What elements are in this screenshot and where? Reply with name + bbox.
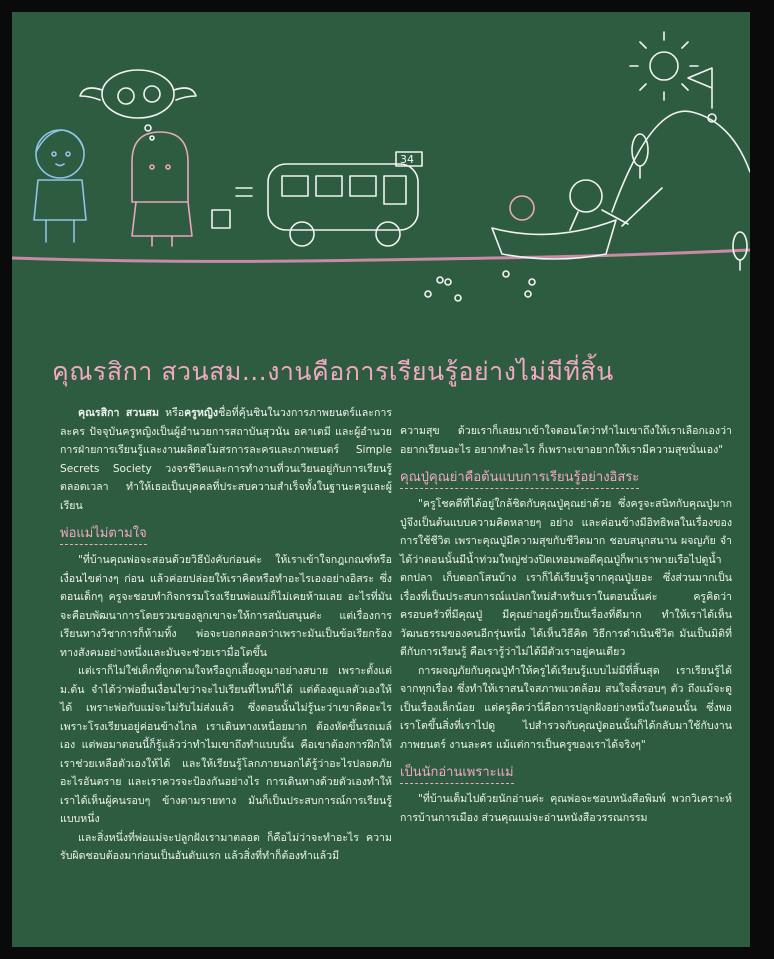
paragraph: "ครูโชคดีที่ได้อยู่ใกล้ชิดกับคุณปู่คุณย่าด้วย ซึ่งครูจะสนิทกับคุณปู่มาก ปู่จึงเป็นต้นแบบความคิดหลายๆ อย่าง และค่อนข้างมีอิทธิพลในเรื่องของการใช้ชีวิต เพราะคุณปู่มีความสุขกับชีวิตมาก ชอบสนุกสนาน ผจญภัย จำได้ว่าตอนนั้นมีน้ำท่วมใหญ่ช่วงปิดเทอมพอดีคุณปู่ก็พาเราพายเรือไปดูน้ำ ตกปลา เก็บดอกโสนบ้าง เราก็ได้เรียนรู้จากคุณปู่เยอะ ซึ่งส่วนมากเป็นเรื่องที่เป็นประสบการณ์แปลกใหม่สำหรับเราในตอนนั้นค่ะ ครูคิดว่าครอบครัวที่มีคุณปู่ มีคุณย่าอยู่ด้วยเป็นเรื่องที่ดีมาก ทำให้เราได้เห็นวัฒนธรรมของคนอีกรุ่นหนึ่ง ได้เห็นวิธีคิด วิธีการดำเนินชีวิต มันเป็นมิติที่ดีกับการเรียนรู้ คือเรารู้ว่าไม่ได้มีตัวเราอยู่คนเดียว xyxy=(400,498,732,658)
boat xyxy=(492,180,662,259)
idea-bubble xyxy=(80,70,196,140)
sun xyxy=(630,32,698,100)
bus xyxy=(268,152,422,246)
small-bag xyxy=(212,210,230,228)
intro-paragraph xyxy=(60,404,392,515)
chalk-illustration xyxy=(12,12,750,322)
paragraph: การผจญภัยกับคุณปู่ทำให้ครูได้เรียนรู้แบบไม่มีที่สิ้นสุด เราเรียนรู้ได้จากทุกเรื่อง ซึ่งทำให้เราสนใจสภาพแวดล้อม สนใจสิ่งรอบๆ ตัว ถึงแม้จะดูเป็นเรื่องเล็กน้อย แต่ครูคิดว่านี่คือการปลูกฝังอย่างหนึ่งในตอนนั้น ซึ่งพอเราโตขึ้นสิ่งที่เราไปดู ไปสำรวจกับคุณปู่ตอนนั้นก็ได้กลับมาใช้กับงานภาพยนตร์ งานละคร แม้แต่การเป็นครูของเราได้จริงๆ" xyxy=(400,664,732,751)
paragraph: และสิ่งหนึ่งที่พ่อแม่จะปลูกฝังเรามาตลอด ก็คือไม่ว่าจะทำอะไร ความรับผิดชอบต้องมาก่อนเป็นอันดับแรก แล้วสิ่งที่ทำก็ต้องทำแล้วมี xyxy=(60,831,392,862)
person-name: คุณรสิกา สวนสม xyxy=(78,407,159,419)
paragraph-continued: ความสุข ด้วยเราก็เลยมาเข้าใจตอนโตว่าทำไมเขาถึงให้เราเลือกเองว่าอยากเรียนอะไร อยากทำอะไร ก็เพราะเขาอยากให้เรามีความสุขนั่นเอง" xyxy=(400,425,732,456)
mountain xyxy=(612,68,750,212)
right-column xyxy=(400,422,732,827)
bus-number: 34 xyxy=(400,153,414,166)
paragraph: "ที่บ้านคุณพ่อจะสอนด้วยวิธีบังคับก่อนค่ะ ให้เราเข้าใจกฎเกณฑ์หรือเงื่อนไขต่างๆ ก่อน แล้วค่อยปล่อยให้เราคิดหรือทำอะไรเองอย่างอิสระ ซึ่งตอนเด็กๆ ครูจะชอบทำกิจกรรมโรงเรียนพ่อแม่ก็ไม่เคยห้ามเลย อะไรที่มันจะคือบพัฒนาการโดยรวมของลูกเขาจะให้การสนับสนุนค่ะ แต่เรื่องการเรียนทางวิชาการก็ห้ามทิ้ง พ่อจะบอกตลอดว่าเพราะมันเป็นข้อเรียกร้องทางสังคมอย่างหนึ่งและมันจะช่วยเรามื่อโตขึ้น xyxy=(60,554,392,659)
person-nickname: ครูหญิง xyxy=(184,407,219,419)
subheading-grandparents: คุณปู่คุณย่าคือต้นแบบการเรียนรู้อย่างอิสระ xyxy=(400,469,639,489)
page-headline: คุณรสิกา สวนสม...งานคือการเรียนรู้อย่างไม่มีที่สิ้น xyxy=(52,357,614,386)
subheading-parents: พ่อแม่ไม่ตามใจ xyxy=(60,525,147,545)
girl-figure xyxy=(132,132,192,246)
subheading-reader: เป็นนักอ่านเพราะแม่ xyxy=(400,764,514,784)
equals-sign xyxy=(236,188,252,196)
intro-mid: หรือ xyxy=(158,407,185,419)
paragraph: "ที่บ้านเต็มไปด้วยนักอ่านค่ะ คุณพ่อจะชอบหนังสือพิมพ์ พวกวิเคราะห์การบ้านการเมือง ส่วนคุณแม่จะอ่านหนังสือวรรณกรรม xyxy=(400,793,732,824)
paragraph: แต่เราก็ไม่ใช่เด็กที่ถูกตามใจหรือถูกเลี้ยงดูมาอย่างสบาย เพราะตั้งแต่ม.ต้น จำได้ว่าพ่อยื่นเงื่อนไขว่าจะไปเรียนที่ไหนก็ได้ แต่ต้องดูแลตัวเองให้ได้ เพราะพ่อกับแม่จะไม่รับไม่ส่งแล้ว ซึ่งตอนนั้นไม่รู้นะว่าเขาคิดอะไร เพราะโรงเรียนอยู่ค่อนข้างไกล เราเดินทางเหนื่อยมาก ต้องหัดขึ้นรถเมล์เอง แต่พอมาตอนนี้ก็รู้แล้วว่าทำไมเขาถึงทำแบบนั้น คือเขาต้องการฝึกให้เราช่วยเหลือตัวเองให้ได้ และให้เรียนรู้โลกภายนอกได้รู้ว่าอะไรปลอดภัย อะไรอันตราย และเราควรจะป้องกันอย่างไร การเดินทางด้วยตัวเองทำให้เราได้เห็นผู้คนรอบๆ ข้างตามรายทาง มันก็เป็นประสบการณ์การเรียนรู้แบบหนึ่ง xyxy=(60,665,392,825)
intro-text: ชื่อที่คุ้นชินในวงการภาพยนตร์และการละคร ปัจจุบันครูหญิงเป็นผู้อำนวยการสถาบันสุวนัน อคาเดมี และผู้อำนวยการฝ่ายการเรียนรู้และงานผลิตสโมสรการละครและภาพยนตร์ Simple Secrets Society วงจรชีวิตและการทำงานที่วนเวียนอยู่กับการเรียนรู้ตลอดเวลา ทำให้เธอเป็นบุคคลที่ประสบความสำเร็จทั้งในฐานะครูและผู้เรียน xyxy=(60,407,392,512)
father-figure xyxy=(34,130,86,242)
ground-line xyxy=(12,250,750,261)
magazine-page xyxy=(12,12,750,947)
ground-marks xyxy=(425,271,535,301)
left-column xyxy=(60,404,392,866)
